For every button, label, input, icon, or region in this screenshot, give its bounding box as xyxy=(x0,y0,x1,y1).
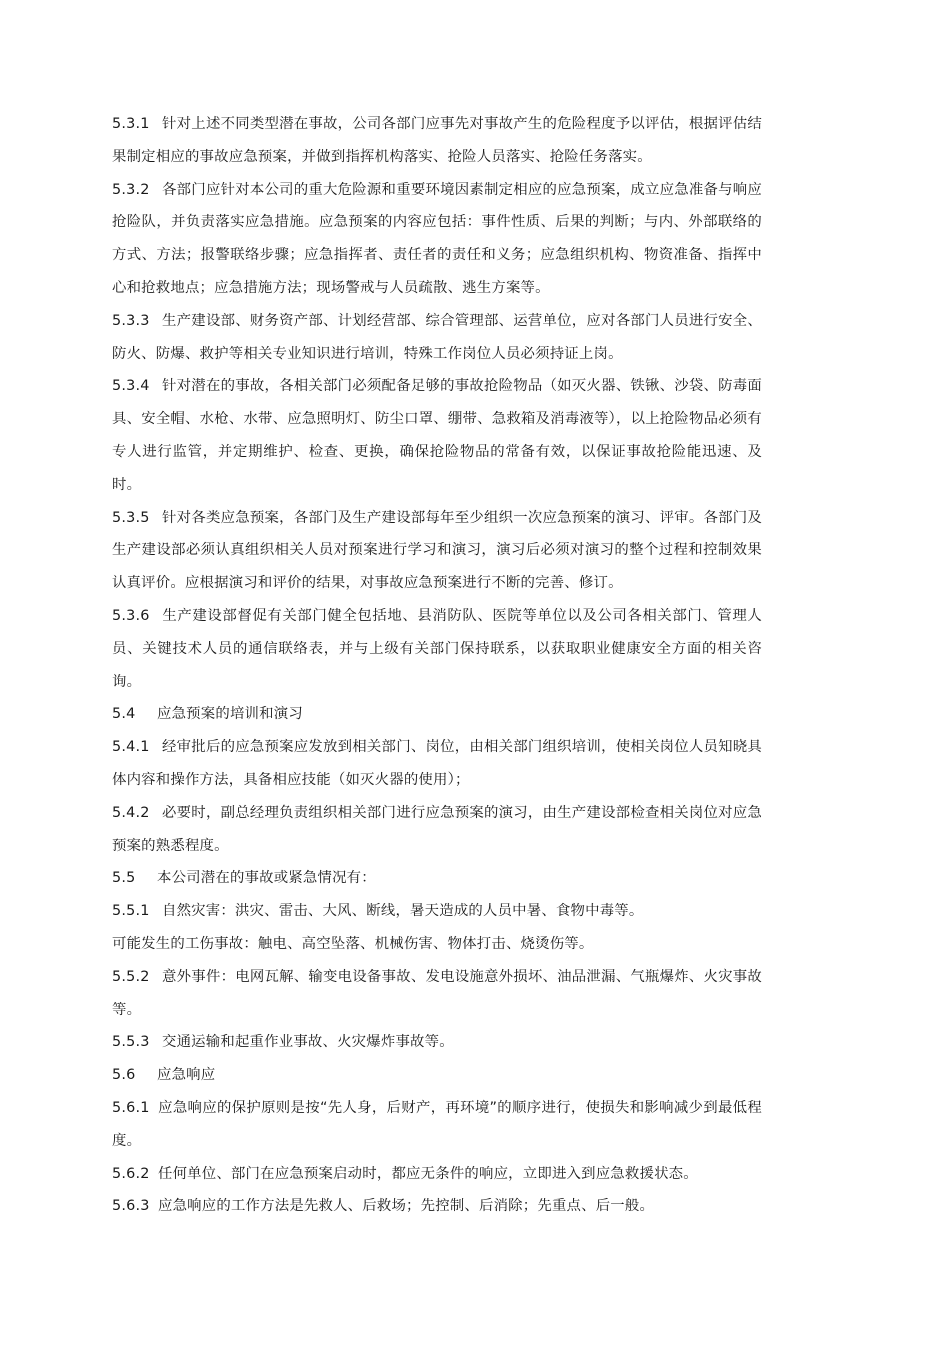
section-number: 5.6 xyxy=(112,1067,136,1084)
clause-number: 5.3.3 xyxy=(112,312,150,329)
clause-text: 各部门应针对本公司的重大危险源和重要环境因素制定相应的应急预案，成立应急准备与响应抢险队，并负责落实应急措施。应急预案的内容应包括：事件性质、后果的判断；与内、外部联络的方式、方法；报警联络步骤；应急指挥者、责任者的责任和义务；应急组织机构、物资准备、指挥中心和抢救地点；应急措施方法；现场警戒与人员疏散、逃生方案等。 xyxy=(112,181,762,296)
clause-number: 5.3.6 xyxy=(112,607,150,624)
clause-5-6-2 xyxy=(112,1158,762,1191)
clause-number: 5.3.1 xyxy=(112,116,150,132)
clause-number: 5.3.2 xyxy=(112,181,150,198)
clause-5-3-5 xyxy=(112,502,762,600)
clause-5-6-1 xyxy=(112,1092,762,1158)
clause-5-3-4 xyxy=(112,370,762,501)
clause-5-3-6 xyxy=(112,600,762,698)
clause-5-5-1-continued xyxy=(112,928,762,961)
section-5-5-heading xyxy=(112,862,762,895)
clause-number: 5.6.2 xyxy=(112,1165,150,1182)
clause-text: 可能发生的工伤事故：触电、高空坠落、机械伤害、物体打击、烧烫伤等。 xyxy=(112,935,594,952)
clause-5-5-2 xyxy=(112,961,762,1027)
clause-text: 任何单位、部门在应急预案启动时，都应无条件的响应，立即进入到应急救援状态。 xyxy=(158,1165,698,1182)
clause-number: 5.6.1 xyxy=(112,1099,150,1116)
clause-5-5-1 xyxy=(112,895,762,928)
clause-text: 针对上述不同类型潜在事故，公司各部门应事先对事故产生的危险程度予以评估，根据评估结果制定相应的事故应急预案，并做到指挥机构落实、抢险人员落实、抢险任务落实。 xyxy=(112,116,762,165)
clause-number: 5.6.3 xyxy=(112,1198,150,1215)
clause-number: 5.5.2 xyxy=(112,968,150,985)
clause-text: 生产建设部督促有关部门健全包括地、县消防队、医院等单位以及公司各相关部门、管理人员、关键技术人员的通信联络表，并与上级有关部门保持联系，以获取职业健康安全方面的相关咨询。 xyxy=(112,607,762,690)
clause-5-3-2 xyxy=(112,174,762,305)
section-5-6-heading xyxy=(112,1059,762,1092)
clause-5-4-2 xyxy=(112,797,762,863)
section-number: 5.4 xyxy=(112,706,136,723)
document-page xyxy=(112,108,762,1223)
clause-5-3-3 xyxy=(112,305,762,371)
clause-5-4-1 xyxy=(112,731,762,797)
clause-text: 经审批后的应急预案应发放到相关部门、岗位，由相关部门组织培训，使相关岗位人员知晓具体内容和操作方法，具备相应技能（如灭火器的使用）； xyxy=(112,739,762,788)
clause-text: 必要时，副总经理负责组织相关部门进行应急预案的演习，由生产建设部检查相关岗位对应急预案的熟悉程度。 xyxy=(112,804,762,854)
clause-text: 意外事件：电网瓦解、输变电设备事故、发电设施意外损坏、油品泄漏、气瓶爆炸、火灾事故等。 xyxy=(112,968,762,1018)
clause-text: 自然灾害：洪灾、雷击、大风、断线，暑天造成的人员中暑、食物中毒等。 xyxy=(162,903,644,920)
section-number: 5.5 xyxy=(112,870,136,887)
clause-number: 5.5.1 xyxy=(112,903,150,920)
clause-number: 5.3.5 xyxy=(112,509,150,526)
clause-text: 应急响应的保护原则是按“先人身，后财产，再环境”的顺序进行，使损失和影响减少到最低程度。 xyxy=(112,1099,762,1149)
clause-5-6-3 xyxy=(112,1190,762,1223)
clause-number: 5.5.3 xyxy=(112,1034,150,1051)
clause-text: 生产建设部、财务资产部、计划经营部、综合管理部、运营单位，应对各部门人员进行安全、防火、防爆、救护等相关专业知识进行培训，特殊工作岗位人员必须持证上岗。 xyxy=(112,312,762,362)
section-title: 本公司潜在的事故或紧急情况有： xyxy=(157,870,376,887)
clause-number: 5.3.4 xyxy=(112,378,150,395)
clause-5-3-1 xyxy=(112,108,762,174)
clause-5-5-3 xyxy=(112,1026,762,1059)
clause-text: 应急响应的工作方法是先救人、后救场；先控制、后消除；先重点、后一般。 xyxy=(158,1198,655,1215)
clause-text: 交通运输和起重作业事故、火灾爆炸事故等。 xyxy=(162,1034,454,1051)
section-title: 应急预案的培训和演习 xyxy=(157,706,303,723)
clause-text: 针对各类应急预案，各部门及生产建设部每年至少组织一次应急预案的演习、评审。各部门及生产建设部必须认真组织相关人员对预案进行学习和演习，演习后必须对演习的整个过程和控制效果认真评价。应根据演习和评价的结果，对事故应急预案进行不断的完善、修订。 xyxy=(112,509,762,592)
section-5-4-heading xyxy=(112,698,762,731)
section-title: 应急响应 xyxy=(157,1067,216,1084)
clause-text: 针对潜在的事故，各相关部门必须配备足够的事故抢险物品（如灭火器、铁锹、沙袋、防毒面具、安全帽、水枪、水带、应急照明灯、防尘口罩、绷带、急救箱及消毒液等），以上抢险物品必须有专人进行监管，并定期维护、检查、更换，确保抢险物品的常备有效，以保证事故抢险能迅速、及时。 xyxy=(112,378,762,493)
clause-number: 5.4.1 xyxy=(112,739,150,756)
clause-number: 5.4.2 xyxy=(112,804,150,821)
